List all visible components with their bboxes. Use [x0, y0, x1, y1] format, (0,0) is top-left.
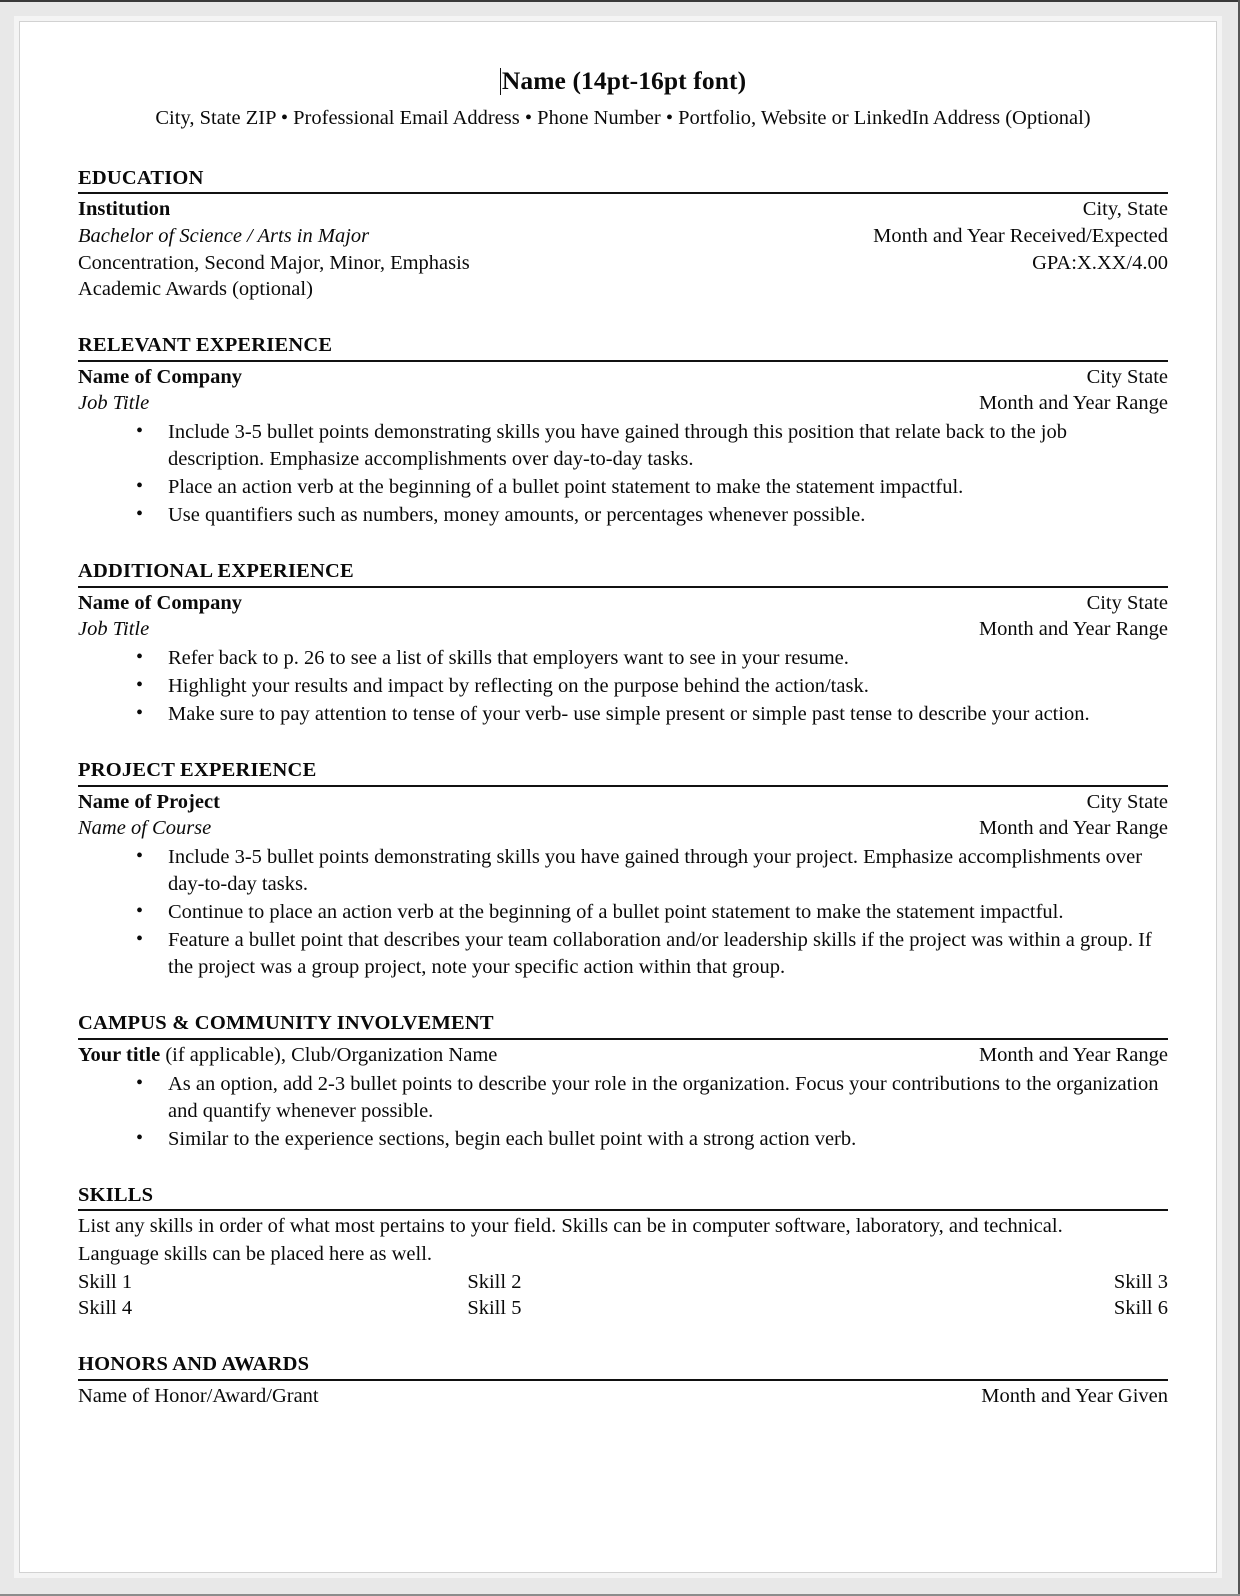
skill-item: Skill 2	[467, 1270, 522, 1293]
spacer	[78, 728, 1168, 757]
list-item: • Continue to place an action verb at the beginning of a bullet point statement to make the statement impactful.	[78, 899, 1168, 926]
list-item: • Feature a bullet point that describes your team collaboration and/or leadership skills if the project was within a group. If the project was a group project, note your specific action within that group.	[78, 927, 1168, 981]
spacer	[78, 981, 1168, 1010]
section-divider	[78, 785, 1168, 787]
education-concentration: Concentration, Second Major, Minor, Emphasis	[78, 251, 470, 274]
section-title-skills: SKILLS	[78, 1183, 154, 1206]
section-relevant-experience	[78, 332, 1168, 529]
text-caret-icon	[500, 68, 501, 95]
campus-role-organization: (if applicable), Club/Organization Name	[160, 1043, 498, 1066]
education-row-concentration	[78, 250, 1168, 277]
relevant-date: Month and Year Range	[978, 392, 1168, 415]
list-item: • Similar to the experience sections, begin each bullet point with a strong action verb.	[78, 1126, 1168, 1153]
section-title-additional-experience: ADDITIONAL EXPERIENCE	[78, 560, 354, 583]
relevant-job-title: Job Title	[78, 392, 150, 415]
project-location: City State	[1086, 790, 1168, 813]
education-awards: Academic Awards (optional)	[78, 278, 313, 301]
skill-item: Skill 5	[467, 1297, 522, 1320]
list-item: • Refer back to p. 26 to see a list of skills that employers want to see in your resume.	[78, 645, 1168, 672]
relevant-location: City State	[1086, 365, 1168, 388]
section-divider	[78, 1038, 1168, 1040]
honor-name: Name of Honor/Award/Grant	[78, 1384, 319, 1407]
education-date: Month and Year Received/Expected	[873, 225, 1168, 248]
additional-bullet-list	[78, 645, 1168, 728]
section-title-education: EDUCATION	[78, 166, 204, 189]
project-course: Name of Course	[78, 817, 212, 840]
resume-content	[78, 64, 1168, 1409]
section-project-experience	[78, 757, 1168, 981]
project-bullet-list	[78, 844, 1168, 981]
relevant-row-title	[78, 390, 1168, 417]
page-border-outer	[0, 2, 1238, 1594]
additional-row-company	[78, 590, 1168, 617]
section-divider	[78, 360, 1168, 362]
skill-item: Skill 6	[1113, 1297, 1168, 1320]
project-row-course	[78, 815, 1168, 842]
additional-row-title	[78, 616, 1168, 643]
list-item: • Make sure to pay attention to tense of your verb- use simple present or simple past tense to describe your action.	[78, 701, 1168, 728]
campus-row-role	[78, 1042, 1168, 1069]
education-degree: Bachelor of Science / Arts in Major	[78, 225, 370, 248]
section-education	[78, 165, 1168, 303]
project-date: Month and Year Range	[978, 817, 1168, 840]
section-title-campus-involvement: CAMPUS & COMMUNITY INVOLVEMENT	[78, 1012, 494, 1035]
spacer	[78, 303, 1168, 332]
additional-location: City State	[1086, 591, 1168, 614]
spacer	[78, 1322, 1168, 1351]
relevant-row-company	[78, 364, 1168, 391]
section-divider	[78, 1209, 1168, 1211]
additional-date: Month and Year Range	[978, 618, 1168, 641]
section-title-project-experience: PROJECT EXPERIENCE	[78, 759, 317, 782]
education-location: City, State	[1082, 198, 1168, 221]
skill-item: Skill 4	[78, 1297, 133, 1320]
list-item: • Include 3-5 bullet points demonstrating skills you have gained through your project. Emphasize accomplishments over day-to-day tasks.	[78, 844, 1168, 898]
campus-role	[78, 1042, 497, 1069]
section-divider	[78, 192, 1168, 194]
skill-item: Skill 1	[78, 1270, 133, 1293]
page-title	[78, 64, 1168, 97]
campus-role-title: Your title	[78, 1043, 161, 1066]
section-honors-awards	[78, 1351, 1168, 1409]
list-item: • Place an action verb at the beginning of a bullet point statement to make the statement impactful.	[78, 474, 1168, 501]
project-name: Name of Project	[78, 790, 220, 813]
section-additional-experience	[78, 558, 1168, 728]
document-sheet	[20, 22, 1216, 1572]
relevant-bullet-list	[78, 419, 1168, 529]
list-item: • As an option, add 2-3 bullet points to describe your role in the organization. Focus your contributions to the organization and quantify whenever possible.	[78, 1071, 1168, 1125]
resume-name-text: Name (14pt-16pt font)	[501, 66, 747, 95]
education-row-awards	[78, 276, 1168, 303]
education-row-degree	[78, 223, 1168, 250]
honors-row	[78, 1383, 1168, 1410]
skill-item: Skill 3	[1113, 1270, 1168, 1293]
section-campus-involvement	[78, 1010, 1168, 1152]
list-item: • Highlight your results and impact by reflecting on the purpose behind the action/task.	[78, 673, 1168, 700]
project-row-name	[78, 789, 1168, 816]
section-divider	[78, 1379, 1168, 1381]
section-title-relevant-experience: RELEVANT EXPERIENCE	[78, 333, 333, 356]
section-divider	[78, 586, 1168, 588]
spacer	[78, 529, 1168, 558]
education-row-institution	[78, 196, 1168, 223]
page-border-inner	[14, 16, 1222, 1578]
relevant-company: Name of Company	[78, 365, 242, 388]
section-title-honors-awards: HONORS AND AWARDS	[78, 1352, 310, 1375]
skills-grid	[78, 1269, 1168, 1322]
section-skills	[78, 1182, 1168, 1322]
additional-company: Name of Company	[78, 591, 242, 614]
skills-intro-line-1: List any skills in order of what most pertains to your field. Skills can be in computer software, laboratory, and technical.	[78, 1215, 1063, 1238]
education-institution: Institution	[78, 198, 171, 221]
education-gpa: GPA:X.XX/4.00	[1032, 251, 1168, 274]
additional-job-title: Job Title	[78, 618, 150, 641]
campus-date: Month and Year Range	[978, 1043, 1168, 1066]
honor-date: Month and Year Given	[981, 1384, 1168, 1407]
list-item: • Include 3-5 bullet points demonstrating skills you have gained through this position that relate back to the job description. Emphasize accomplishments over day-to-day tasks.	[78, 419, 1168, 473]
skills-intro-line-2: Language skills can be placed here as well.	[78, 1243, 433, 1266]
spacer	[78, 1153, 1168, 1182]
list-item: • Use quantifiers such as numbers, money amounts, or percentages whenever possible.	[78, 502, 1168, 529]
contact-line: City, State ZIP • Professional Email Address • Phone Number • Portfolio, Website or LinkedIn Address (Optional)	[155, 107, 1091, 130]
campus-bullet-list	[78, 1071, 1168, 1153]
